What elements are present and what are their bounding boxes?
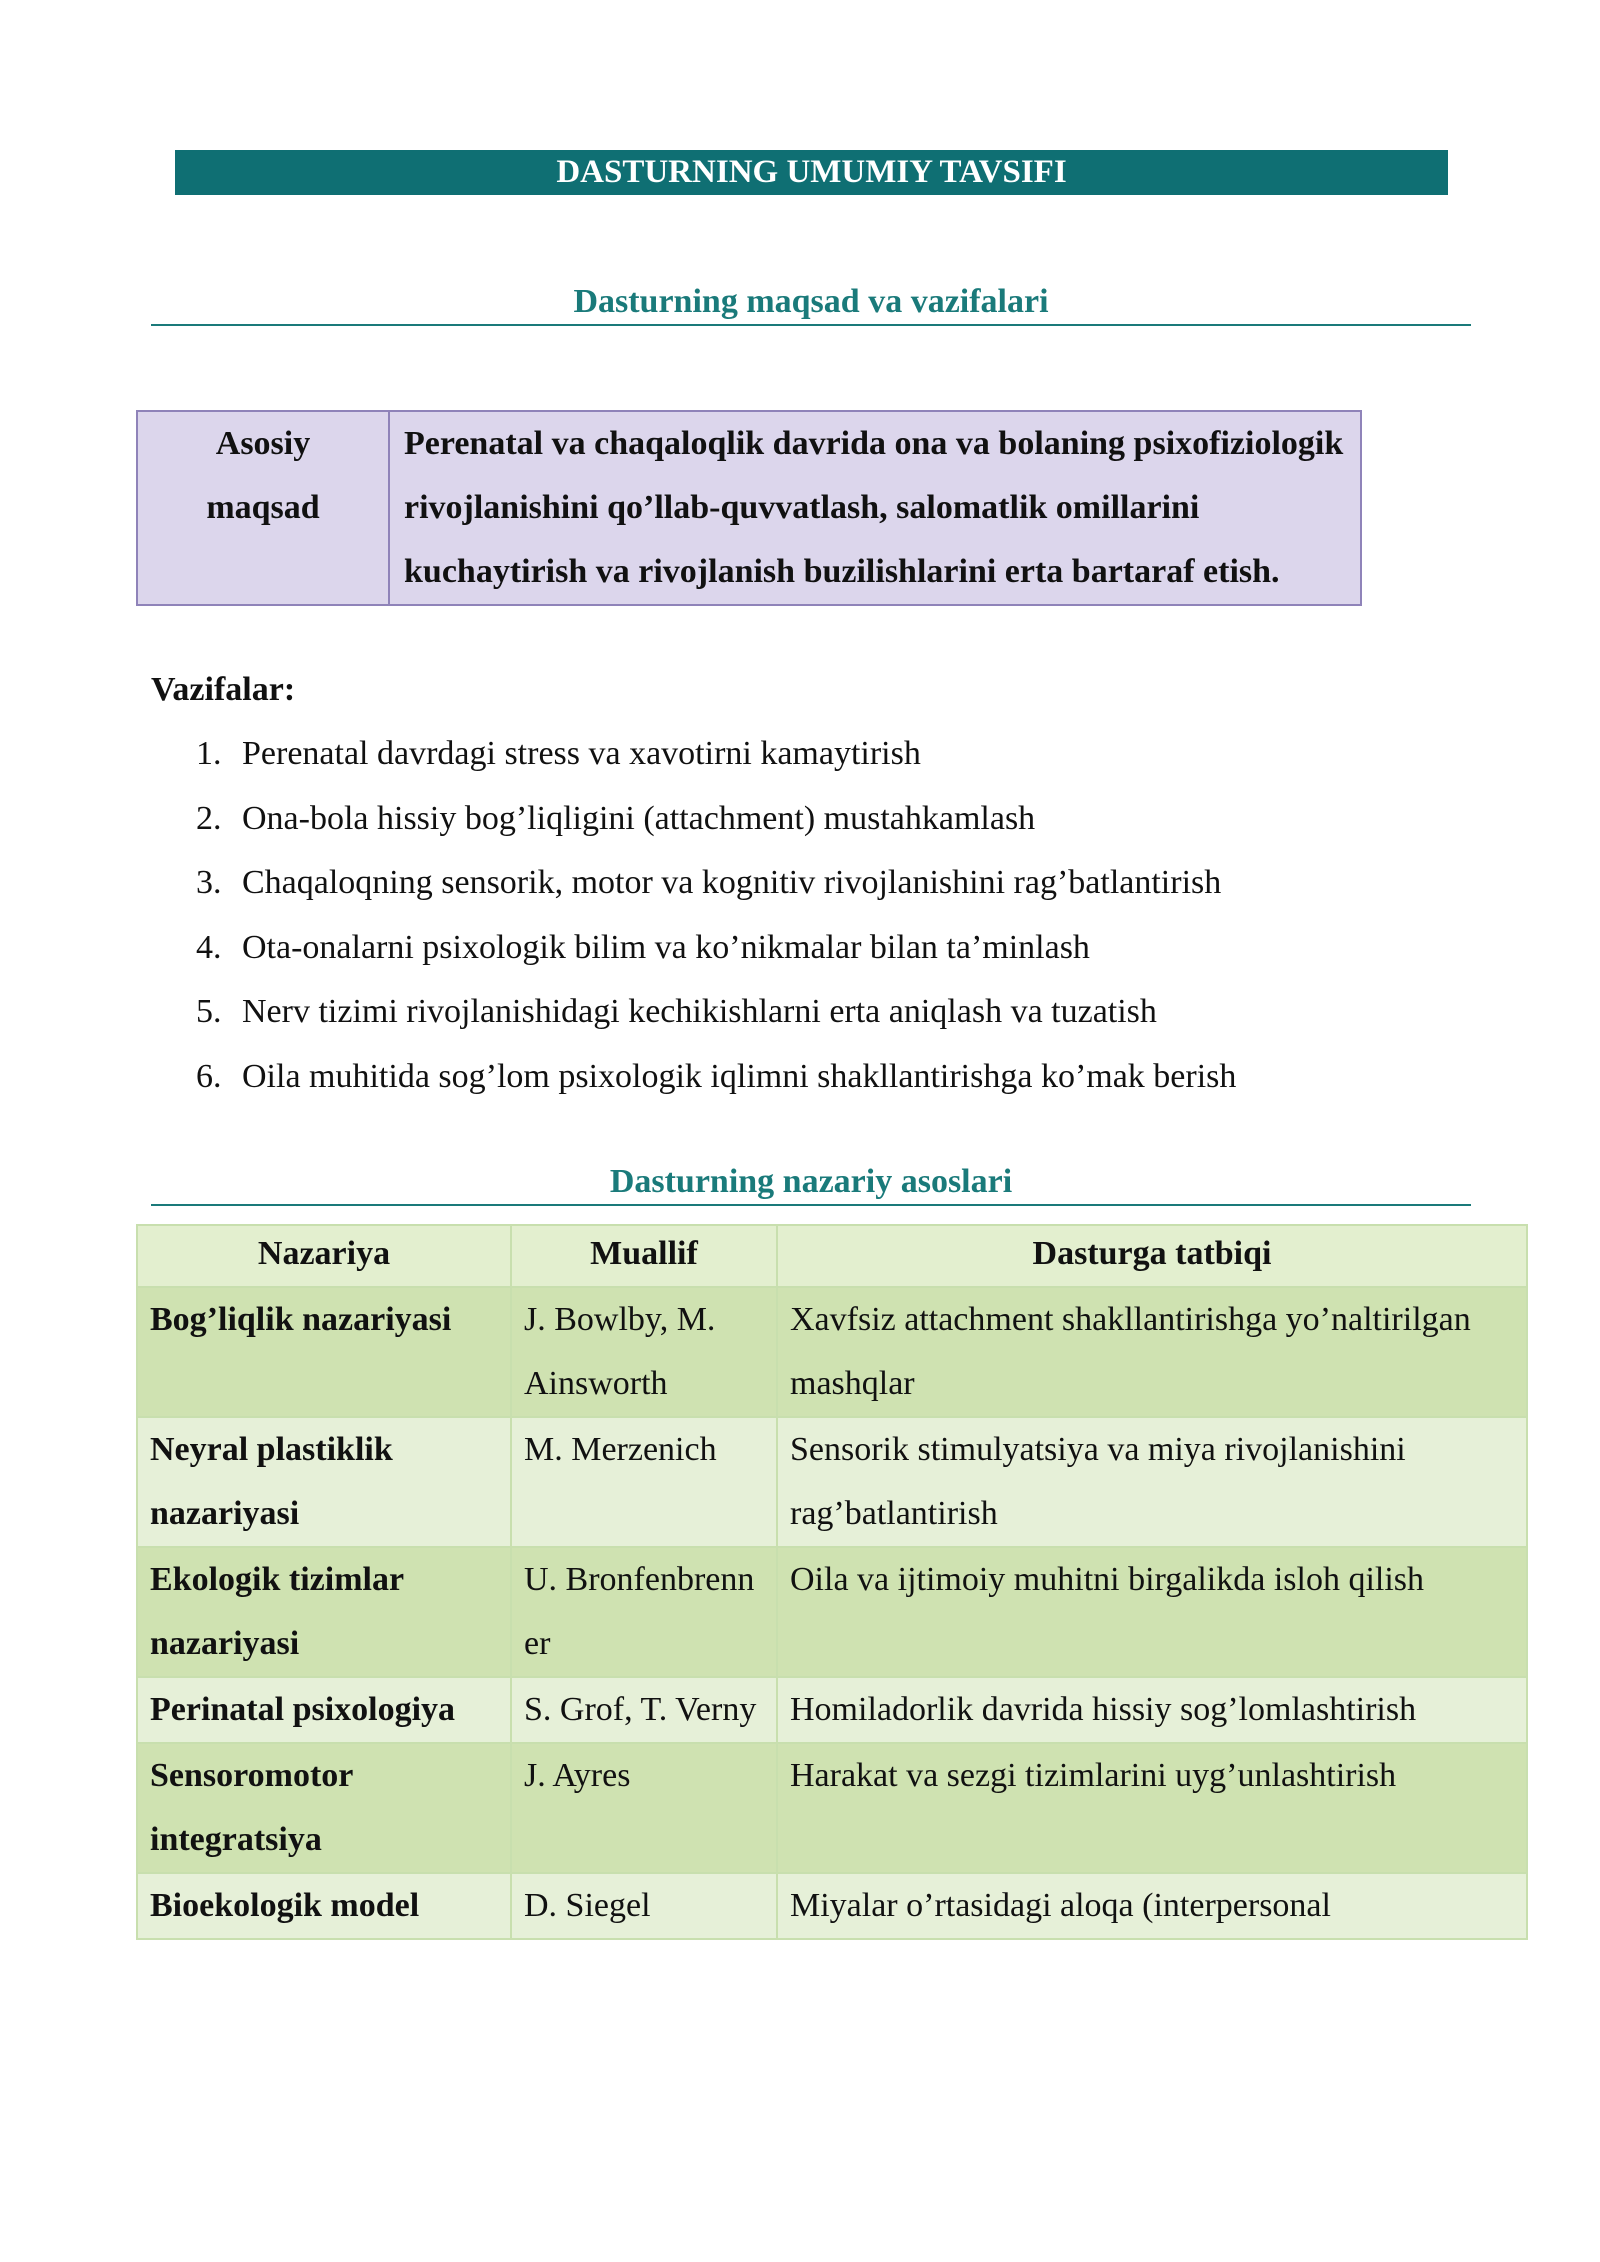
section-title-goals: Dasturning maqsad va vazifalari xyxy=(151,282,1471,326)
list-item-text: Oila muhitida sog’lom psixologik iqlimni shakllantirishga ko’mak berish xyxy=(242,1057,1237,1095)
table-row xyxy=(137,1743,1527,1873)
cell-theory: Sensoromotor integratsiya xyxy=(137,1743,511,1873)
table-row xyxy=(137,1547,1527,1677)
document-banner: DASTURNING UMUMIY TAVSIFI xyxy=(175,150,1448,195)
goal-label-line2: maqsad xyxy=(206,489,320,526)
cell-theory: Bioekologik model xyxy=(137,1873,511,1939)
list-item-text: Perenatal davrdagi stress va xavotirni kamaytirish xyxy=(242,735,921,772)
goal-label xyxy=(137,411,389,605)
list-item-number: 4. xyxy=(196,928,222,966)
cell-theory: Neyral plastiklik nazariyasi xyxy=(137,1417,511,1547)
cell-author: U. Bronfenbrenner xyxy=(511,1547,777,1677)
table-row xyxy=(137,1677,1527,1743)
list-item-number: 5. xyxy=(196,993,222,1030)
list-item-text: Ona-bola hissiy bog’liqligini (attachment) mustahkamlash xyxy=(242,799,1036,837)
cell-application: Sensorik stimulyatsiya va miya rivojlanishini rag’batlantirish xyxy=(777,1417,1527,1547)
cell-author: J. Bowlby, M. Ainsworth xyxy=(511,1287,777,1417)
table-row xyxy=(137,1873,1527,1939)
column-header-theory: Nazariya xyxy=(137,1225,511,1287)
goal-label-line1: Asosiy xyxy=(215,425,311,462)
cell-application: Oila va ijtimoiy muhitni birgalikda isloh qilish xyxy=(777,1547,1527,1677)
list-item-number: 1. xyxy=(196,735,222,772)
table-header-row xyxy=(137,1225,1527,1287)
table-row xyxy=(137,1417,1527,1547)
cell-application: Harakat va sezgi tizimlarini uyg’unlashtirish xyxy=(777,1743,1527,1873)
goal-table xyxy=(136,410,1362,606)
goal-text: Perenatal va chaqaloqlik davrida ona va bolaning psixofiziologik rivojlanishini qo’llab-quvvatlash, salomatlik omillarini kuchaytirish va rivojlanish buzilishlarini erta bartaraf etish. xyxy=(389,411,1361,605)
column-header-author: Muallif xyxy=(511,1225,777,1287)
cell-author: M. Merzenich xyxy=(511,1417,777,1547)
cell-application: Homiladorlik davrida hissiy sog’lomlashtirish xyxy=(777,1677,1527,1743)
tasks-label: Vazifalar: xyxy=(151,671,296,708)
cell-author: D. Siegel xyxy=(511,1873,777,1939)
column-header-application: Dasturga tatbiqi xyxy=(777,1225,1527,1287)
cell-theory: Ekologik tizimlar nazariyasi xyxy=(137,1547,511,1677)
list-item-number: 3. xyxy=(196,864,222,901)
list-item-text: Ota-onalarni psixologik bilim va ko’nikmalar bilan ta’minlash xyxy=(242,928,1090,966)
table-row xyxy=(137,1287,1527,1417)
cell-author: J. Ayres xyxy=(511,1743,777,1873)
cell-theory: Perinatal psixologiya xyxy=(137,1677,511,1743)
cell-application: Miyalar o’rtasidagi aloqa (interpersonal xyxy=(777,1873,1527,1939)
list-item-text: Chaqaloqning sensorik, motor va kognitiv rivojlanishini rag’batlantirish xyxy=(242,864,1222,901)
list-item-text: Nerv tizimi rivojlanishidagi kechikishlarni erta aniqlash va tuzatish xyxy=(242,993,1157,1030)
theory-table xyxy=(136,1224,1528,1940)
cell-theory: Bog’liqlik nazariyasi xyxy=(137,1287,511,1417)
cell-author: S. Grof, T. Verny xyxy=(511,1677,777,1743)
list-item-number: 6. xyxy=(196,1057,222,1095)
list-item-number: 2. xyxy=(196,799,222,837)
cell-application: Xavfsiz attachment shakllantirishga yo’naltirilgan mashqlar xyxy=(777,1287,1527,1417)
section-title-theory: Dasturning nazariy asoslari xyxy=(151,1162,1471,1206)
